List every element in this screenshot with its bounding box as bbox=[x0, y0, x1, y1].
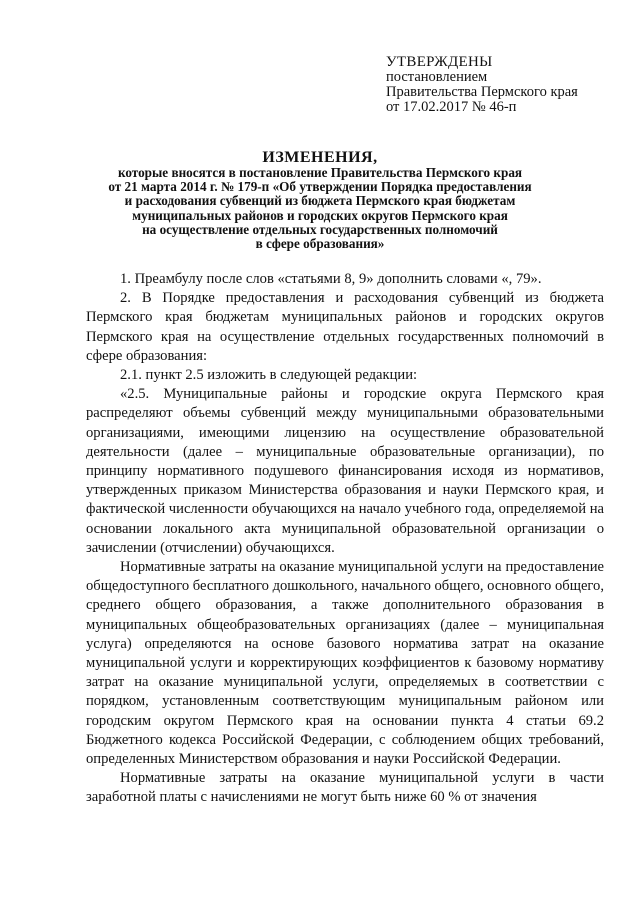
document-subtitle bbox=[80, 166, 560, 251]
document-body bbox=[86, 270, 604, 808]
approval-line: Правительства Пермского края bbox=[386, 84, 578, 100]
approval-stamp bbox=[386, 55, 578, 115]
document-title: ИЗМЕНЕНИЯ, bbox=[262, 149, 378, 166]
subtitle-line: в сфере образования» bbox=[255, 236, 385, 252]
subtitle-line: которые вносятся в постановление Правительства Пермского края bbox=[117, 165, 523, 180]
subtitle-line: на осуществление отдельных государственных полномочий bbox=[142, 221, 498, 237]
subtitle-line: и расходования субвенций из бюджета Пермского края бюджетам bbox=[124, 193, 516, 209]
paragraph-1: 1. Преамбулу после слов «статьями 8, 9» дополнить словами «, 79». bbox=[120, 271, 542, 287]
approval-line: постановлением bbox=[386, 69, 488, 85]
approval-heading: УТВЕРЖДЕНЫ bbox=[386, 54, 493, 70]
subtitle-line: от 21 марта 2014 г. № 179-п «Об утверждении Порядка предоставления bbox=[108, 179, 532, 195]
approval-date-line: от 17.02.2017 № 46-п bbox=[386, 99, 517, 115]
paragraph-normative-costs: Нормативные затраты на оказание муниципальной услуги на предоставление общедоступного бесплатного дошкольного, начального общего, основного общего, среднего общего образования, а также дополнительного образования в муниципальных общеобразовательных организациях (далее – муниципальная услуга) определяются на основе базового норматива затрат на оказание муниципальной услуги и корректирующих коэффициентов к базовому нормативу затрат на оказание муниципальной услуги, определяемых в соответствии с порядком, установленным соответствующим муниципальным районом или городским округом Пермского края на основании пункта 4 статьи 69.2 Бюджетного кодекса Российской Федерации, с соблюдением общих требований, определенных Министерством образования и науки Российской Федерации. bbox=[86, 559, 604, 768]
paragraph-2-5: «2.5. Муниципальные районы и городские округа Пермского края распределяют объемы субвенций между муниципальными образовательными организациями, имеющими лицензию на осуществление образовательной деятельности (далее – муниципальные образовательные организации), по принципу нормативного подушевого финансирования исходя из нормативов, утвержденных приказом Министерства образования и науки Пермского края, и фактической численности обучающихся на начало учебного года, определяемой на основании локального акта муниципальной образовательной организации о зачислении (отчислении) обучающихся. bbox=[86, 386, 604, 556]
paragraph-salary: Нормативные затраты на оказание муниципальной услуги в части заработной платы с начислениями не могут быть ниже 60 % от значения bbox=[86, 770, 604, 806]
paragraph-2-1: 2.1. пункт 2.5 изложить в следующей редакции: bbox=[120, 367, 418, 384]
subtitle-line: муниципальных районов и городских округов Пермского края bbox=[132, 207, 508, 223]
paragraph-2: 2. В Порядке предоставления и расходования субвенций из бюджета Пермского края бюджетам муниципальных районов и городских округов Пермского края на осуществление отдельных государственных полномочий в сфере образования: bbox=[86, 290, 604, 364]
